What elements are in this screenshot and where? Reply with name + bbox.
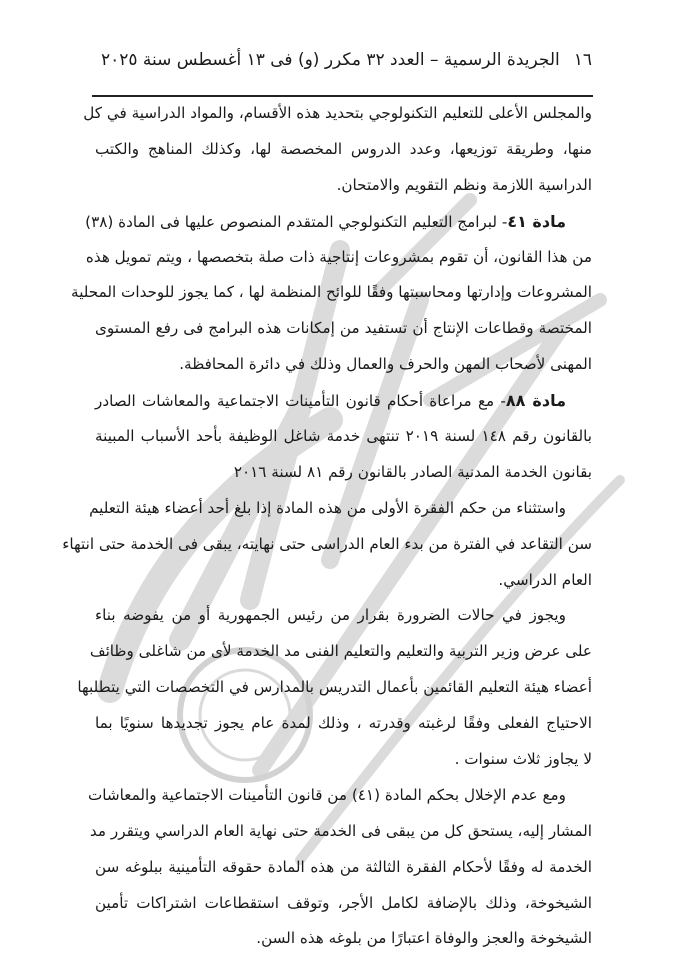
- line-text: - مع مراعاة أحكام قانون التأمينات الاجتماعية والمعاشات الصادر: [95, 392, 506, 411]
- text-line: [95, 706, 592, 742]
- line-text: المشار إليه، يستحق كل من يبقى فى الخدمة حتى نهاية العام الدراسي ويتقرر مد: [89, 821, 592, 840]
- line-text: الخدمة له وفقًا لأحكام الفقرة الثالثة من هذه المادة حقوقه التأمينية ببلوغه سن: [95, 857, 592, 876]
- text-line: [95, 132, 592, 168]
- text-line: [95, 311, 592, 347]
- line-text: ومع عدم الإخلال بحكم المادة (٤١) من قانون التأمينات الاجتماعية والمعاشات: [87, 785, 566, 804]
- line-text: الشيخوخة، وذلك بالإضافة لكامل الأجر، وتوقف استقطاعات اشتراكات تأمين: [95, 893, 592, 912]
- text-line: [95, 455, 592, 491]
- text-line: [95, 598, 592, 634]
- text-line: [95, 563, 592, 599]
- text-line: [95, 742, 592, 778]
- text-line: [77, 670, 592, 706]
- text-line: [95, 347, 592, 383]
- text-line: [95, 419, 592, 455]
- text-line: [87, 778, 592, 814]
- line-text: بقانون الخدمة المدنية الصادر بالقانون رقم ٨١ لسنة ٢٠١٦: [233, 462, 592, 481]
- document-body: [62, 96, 592, 957]
- text-line: [62, 527, 592, 563]
- line-text: منها، وطريقة توزيعها، وعدد الدروس المخصصة لها، وكذلك المناهج والكتب: [95, 139, 592, 158]
- text-line: [95, 921, 592, 957]
- line-text: بالقانون رقم ١٤٨ لسنة ٢٠١٩ تنتهى خدمة شاغل الوظيفة بأحد الأسباب المبينة: [95, 427, 592, 446]
- line-text: المختصة وقطاعات الإنتاج أن تستفيد من إمكانات هذه البرامج فى رفع المستوى: [95, 319, 592, 338]
- text-line: [83, 96, 592, 132]
- line-text: - لبرامج التعليم التكنولوجي المتقدم المنصوص عليها فى المادة (٣٨): [85, 212, 508, 231]
- text-line: [95, 168, 592, 204]
- line-text: من هذا القانون، أن تقوم بمشروعات إنتاجية ذات صلة بتخصصها ، ويتم تمويل هذه: [85, 247, 592, 266]
- page-number: ١٦: [573, 50, 592, 70]
- text-line: [85, 240, 592, 276]
- line-text: على عرض وزير التربية والتعليم والتعليم الفنى مد الخدمة لأى من شاغلى وظائف: [89, 642, 592, 661]
- text-line: [95, 850, 592, 886]
- line-text: ويجوز في حالات الضرورة بقرار من رئيس الجمهورية أو من يفوضه بناء: [95, 606, 566, 625]
- text-line: [71, 275, 592, 311]
- gazette-title: الجريدة الرسمية – العدد ٣٢ مكرر (و) فى ١٣ أغسطس سنة ٢٠٢٥: [100, 50, 560, 70]
- line-text: الدراسية اللازمة ونظم التقويم والامتحان.: [336, 175, 592, 194]
- text-line: [89, 634, 592, 670]
- line-text: واستثناء من حكم الفقرة الأولى من هذه المادة إذا بلغ أحد أعضاء هيئة التعليم: [89, 498, 566, 517]
- line-text: أعضاء هيئة التعليم القائمين بأعمال التدريس بالمدارس في التخصصات التي يتطلبها: [77, 678, 592, 697]
- text-line: [85, 204, 592, 240]
- line-text: الشيخوخة والعجز والوفاة اعتبارًا من بلوغه هذه السن.: [256, 929, 592, 948]
- page-header: [92, 46, 592, 74]
- text-line: [89, 491, 592, 527]
- text-line: [89, 814, 592, 850]
- text-line: [95, 383, 592, 419]
- line-text: الاحتياج الفعلى وفقًا لرغبته وقدرته ، وذلك لمدة عام يجوز تجديدها سنويًا بما: [95, 714, 592, 733]
- line-text: والمجلس الأعلى للتعليم التكنولوجي بتحديد هذه الأقسام، والمواد الدراسية في كل: [83, 104, 592, 122]
- article-label: مادة ٨٨: [505, 391, 567, 411]
- line-text: لا يجاوز ثلاث سنوات .: [454, 750, 592, 769]
- text-line: [95, 886, 592, 922]
- article-label: مادة ٤١: [507, 211, 566, 231]
- line-text: المشروعات وإدارتها ومحاسبتها وفقًا للوائح المنظمة لها ، كما يجوز للوحدات المحلية: [71, 283, 592, 302]
- line-text: سن التقاعد في الفترة من بدء العام الدراسى حتى نهايته، يبقى فى الخدمة حتى انتهاء: [62, 534, 592, 553]
- line-text: العام الدراسي.: [498, 570, 592, 589]
- line-text: المهنى لأصحاب المهن والحرف والعمال وذلك في دائرة المحافظة.: [179, 355, 592, 374]
